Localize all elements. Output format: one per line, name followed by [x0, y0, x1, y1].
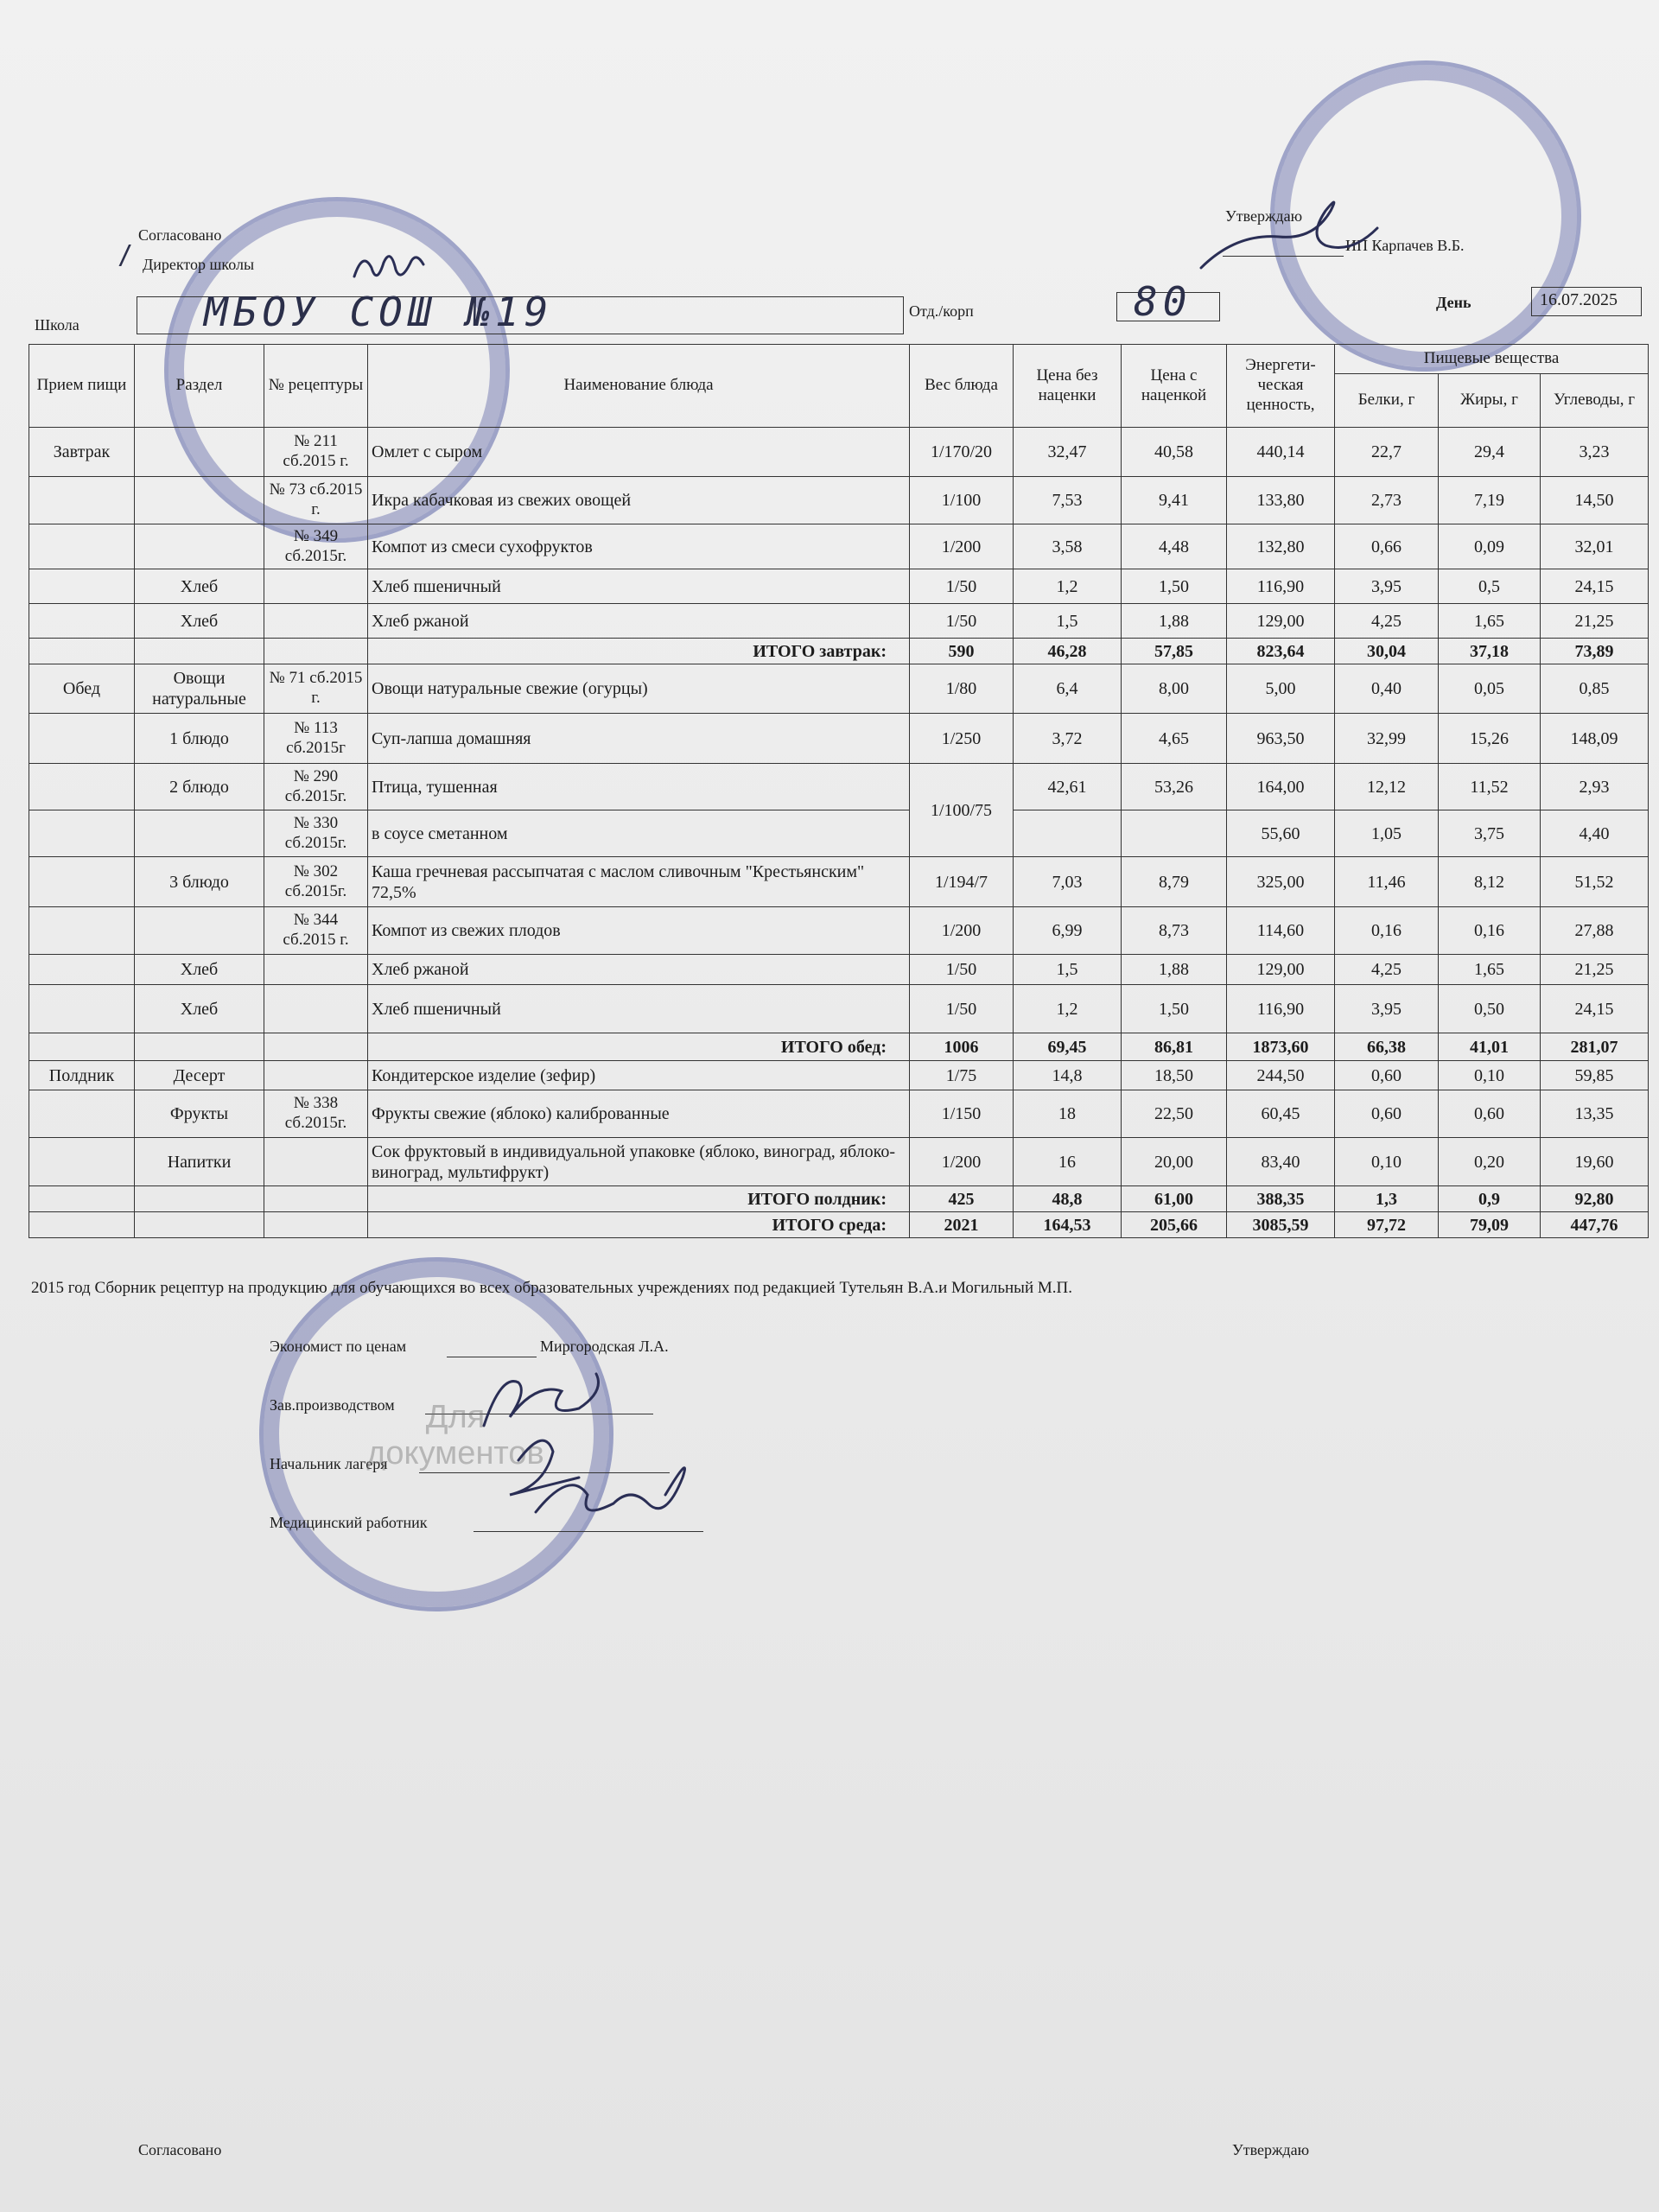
cell-fat: 8,12: [1439, 857, 1541, 907]
cell-fat: 29,4: [1439, 428, 1541, 477]
cell-protein: 0,66: [1335, 524, 1439, 569]
cell-price-no: 6,4: [1014, 664, 1122, 714]
cell-protein: 12,12: [1335, 764, 1439, 810]
cell-price-with: 4,48: [1122, 524, 1227, 569]
cell-price-with: [1122, 810, 1227, 857]
cell-meal: [29, 604, 135, 639]
cell-weight: 1/200: [910, 524, 1014, 569]
menu-table: [29, 344, 1649, 1238]
cell-protein: 1,05: [1335, 810, 1439, 857]
cell-section: [135, 810, 264, 857]
table-row: [29, 955, 1649, 985]
cell-recipe: [264, 569, 368, 604]
cell-meal: Обед: [29, 664, 135, 714]
cell-protein: 2,73: [1335, 477, 1439, 524]
cell-dish: Омлет с сыром: [368, 428, 910, 477]
economist-name: Миргородская Л.А.: [540, 1338, 669, 1355]
cell-price-no: 6,99: [1014, 907, 1122, 955]
cell-price-with: 86,81: [1122, 1033, 1227, 1061]
cell-protein: 0,16: [1335, 907, 1439, 955]
col-meal: Прием пищи: [29, 345, 135, 428]
cell-energy: 3085,59: [1227, 1212, 1335, 1238]
cell-energy: 60,45: [1227, 1090, 1335, 1138]
economist-label: Экономист по ценам: [270, 1338, 407, 1355]
cell-energy: 129,00: [1227, 604, 1335, 639]
table-row: [29, 664, 1649, 714]
cell-price-with: 8,73: [1122, 907, 1227, 955]
cell-price-with: 8,00: [1122, 664, 1227, 714]
cell-energy: 440,14: [1227, 428, 1335, 477]
cell-empty: [135, 1186, 264, 1212]
cell-energy: 132,80: [1227, 524, 1335, 569]
cell-dish: Кондитерское изделие (зефир): [368, 1061, 910, 1090]
cell-price-with: 1,50: [1122, 569, 1227, 604]
cell-energy: 963,50: [1227, 714, 1335, 764]
cell-fat: 41,01: [1439, 1033, 1541, 1061]
cell-carbs: 51,52: [1541, 857, 1649, 907]
cell-dish: Суп-лапша домашняя: [368, 714, 910, 764]
cell-dish: Каша гречневая рассыпчатая с маслом сливочным "Крестьянским" 72,5%: [368, 857, 910, 907]
cell-weight: 590: [910, 639, 1014, 664]
cell-price-with: 9,41: [1122, 477, 1227, 524]
cell-fat: 3,75: [1439, 810, 1541, 857]
cell-empty: [29, 639, 135, 664]
cell-protein: 0,40: [1335, 664, 1439, 714]
cell-weight: 1/200: [910, 907, 1014, 955]
cell-section: [135, 524, 264, 569]
cell-meal: [29, 714, 135, 764]
day-label: День: [1436, 294, 1471, 311]
school-value: МБОУ СОШ №19: [204, 289, 554, 335]
cell-meal: [29, 764, 135, 810]
table-row: [29, 477, 1649, 524]
cell-fat: 15,26: [1439, 714, 1541, 764]
cell-carbs: 21,25: [1541, 604, 1649, 639]
cell-weight: 1/50: [910, 955, 1014, 985]
cell-price-with: 1,50: [1122, 985, 1227, 1033]
cell-protein: 0,60: [1335, 1061, 1439, 1090]
cell-dish: Икра кабачковая из свежих овощей: [368, 477, 910, 524]
cell-empty: [29, 1212, 135, 1238]
cell-price-no: 42,61: [1014, 764, 1122, 810]
cell-weight: 1/80: [910, 664, 1014, 714]
cell-protein: 1,3: [1335, 1186, 1439, 1212]
cell-energy: 83,40: [1227, 1138, 1335, 1186]
school-label: Школа: [35, 316, 79, 334]
cell-section: Хлеб: [135, 569, 264, 604]
cell-meal: [29, 1090, 135, 1138]
cell-meal: [29, 1138, 135, 1186]
cell-weight: 1/50: [910, 604, 1014, 639]
cell-empty: [135, 1033, 264, 1061]
cell-section: [135, 428, 264, 477]
cell-energy: 129,00: [1227, 955, 1335, 985]
cell-price-with: 40,58: [1122, 428, 1227, 477]
cell-section: 2 блюдо: [135, 764, 264, 810]
cell-recipe: [264, 604, 368, 639]
cell-meal: Завтрак: [29, 428, 135, 477]
medic-label: Медицинский работник: [270, 1514, 428, 1531]
cell-fat: 0,09: [1439, 524, 1541, 569]
cell-empty: [264, 1186, 368, 1212]
total-label: ИТОГО обед:: [368, 1033, 910, 1061]
agreed-label: Согласовано: [138, 226, 222, 244]
col-price-no: Цена без наценки: [1014, 345, 1122, 428]
camp-line: [419, 1472, 670, 1473]
cell-recipe: № 113 сб.2015г: [264, 714, 368, 764]
cell-protein: 22,7: [1335, 428, 1439, 477]
cell-weight: 1/194/7: [910, 857, 1014, 907]
col-carbs: Углеводы, г: [1541, 374, 1649, 428]
cell-protein: 0,60: [1335, 1090, 1439, 1138]
cell-fat: 11,52: [1439, 764, 1541, 810]
cell-price-with: 205,66: [1122, 1212, 1227, 1238]
cell-dish: Хлеб пшеничный: [368, 569, 910, 604]
cell-price-with: 61,00: [1122, 1186, 1227, 1212]
cell-empty: [29, 1033, 135, 1061]
table-row: [29, 428, 1649, 477]
table-row: [29, 764, 1649, 810]
table-row: [29, 1061, 1649, 1090]
footer-agreed: Согласовано: [138, 2141, 222, 2158]
cell-carbs: 24,15: [1541, 569, 1649, 604]
table-row: [29, 604, 1649, 639]
cell-fat: 0,60: [1439, 1090, 1541, 1138]
cell-price-no: [1014, 810, 1122, 857]
cell-carbs: 92,80: [1541, 1186, 1649, 1212]
watermark: Для документов: [366, 1399, 544, 1471]
cell-carbs: 27,88: [1541, 907, 1649, 955]
cell-empty: [264, 1212, 368, 1238]
cell-weight: 1/200: [910, 1138, 1014, 1186]
cell-fat: 0,5: [1439, 569, 1541, 604]
cell-weight: 1/50: [910, 569, 1014, 604]
dept-label: Отд./корп: [909, 302, 974, 320]
cell-price-no: 69,45: [1014, 1033, 1122, 1061]
cell-energy: 388,35: [1227, 1186, 1335, 1212]
cell-energy: 823,64: [1227, 639, 1335, 664]
cell-section: Напитки: [135, 1138, 264, 1186]
cell-dish: Сок фруктовый в индивидуальной упаковке (яблоко, виноград, яблоко-виноград, мультифрукт): [368, 1138, 910, 1186]
cell-section: Десерт: [135, 1061, 264, 1090]
cell-energy: 164,00: [1227, 764, 1335, 810]
cell-section: Овощи натуральные: [135, 664, 264, 714]
col-fat: Жиры, г: [1439, 374, 1541, 428]
total-label: ИТОГО полдник:: [368, 1186, 910, 1212]
cell-energy: 5,00: [1227, 664, 1335, 714]
cell-price-no: 7,03: [1014, 857, 1122, 907]
cell-carbs: 3,23: [1541, 428, 1649, 477]
cell-price-no: 7,53: [1014, 477, 1122, 524]
cell-carbs: 32,01: [1541, 524, 1649, 569]
cell-section: 3 блюдо: [135, 857, 264, 907]
cell-carbs: 59,85: [1541, 1061, 1649, 1090]
cell-weight: 1/250: [910, 714, 1014, 764]
cell-protein: 3,95: [1335, 985, 1439, 1033]
cell-fat: 7,19: [1439, 477, 1541, 524]
cell-energy: 1873,60: [1227, 1033, 1335, 1061]
cell-price-with: 1,88: [1122, 604, 1227, 639]
col-price-with: Цена с наценкой: [1122, 345, 1227, 428]
cell-empty: [264, 1033, 368, 1061]
cell-fat: 1,65: [1439, 955, 1541, 985]
cell-carbs: 19,60: [1541, 1138, 1649, 1186]
cell-empty: [135, 1212, 264, 1238]
cell-recipe: № 349 сб.2015г.: [264, 524, 368, 569]
total-row: [29, 1033, 1649, 1061]
table-row: [29, 1138, 1649, 1186]
cell-protein: 11,46: [1335, 857, 1439, 907]
date-value: 16.07.2025: [1540, 290, 1618, 309]
cell-energy: 325,00: [1227, 857, 1335, 907]
cell-carbs: 447,76: [1541, 1212, 1649, 1238]
col-section: Раздел: [135, 345, 264, 428]
cell-meal: [29, 955, 135, 985]
cell-fat: 37,18: [1439, 639, 1541, 664]
total-row: [29, 639, 1649, 664]
table-row: [29, 569, 1649, 604]
cell-protein: 4,25: [1335, 604, 1439, 639]
cell-recipe: № 71 сб.2015 г.: [264, 664, 368, 714]
cell-recipe: № 338 сб.2015г.: [264, 1090, 368, 1138]
cell-price-with: 53,26: [1122, 764, 1227, 810]
cell-meal: [29, 907, 135, 955]
cell-dish: Овощи натуральные свежие (огурцы): [368, 664, 910, 714]
col-weight: Вес блюда: [910, 345, 1014, 428]
cell-section: [135, 477, 264, 524]
cell-price-no: 32,47: [1014, 428, 1122, 477]
cell-price-no: 164,53: [1014, 1212, 1122, 1238]
cell-price-no: 16: [1014, 1138, 1122, 1186]
cell-price-no: 46,28: [1014, 639, 1122, 664]
table-row: [29, 714, 1649, 764]
cell-protein: 32,99: [1335, 714, 1439, 764]
cell-carbs: 2,93: [1541, 764, 1649, 810]
table-row: [29, 857, 1649, 907]
cell-dish: Хлеб ржаной: [368, 604, 910, 639]
cell-meal: [29, 985, 135, 1033]
cell-protein: 97,72: [1335, 1212, 1439, 1238]
cell-weight: 1/170/20: [910, 428, 1014, 477]
cell-fat: 0,05: [1439, 664, 1541, 714]
cell-recipe: № 344 сб.2015 г.: [264, 907, 368, 955]
cell-price-no: 1,2: [1014, 985, 1122, 1033]
medic-line: [474, 1531, 703, 1532]
cell-protein: 66,38: [1335, 1033, 1439, 1061]
cell-dish: в соусе сметанном: [368, 810, 910, 857]
cell-section: Фрукты: [135, 1090, 264, 1138]
cell-carbs: 281,07: [1541, 1033, 1649, 1061]
dept-value: 80: [1134, 278, 1192, 325]
cell-empty: [135, 639, 264, 664]
cell-price-with: 57,85: [1122, 639, 1227, 664]
cell-dish: Компот из смеси сухофруктов: [368, 524, 910, 569]
cell-energy: 116,90: [1227, 985, 1335, 1033]
cell-price-no: 18: [1014, 1090, 1122, 1138]
cell-carbs: 21,25: [1541, 955, 1649, 985]
cell-price-no: 48,8: [1014, 1186, 1122, 1212]
col-recipe: № рецептуры: [264, 345, 368, 428]
cell-meal: [29, 857, 135, 907]
cell-carbs: 0,85: [1541, 664, 1649, 714]
table-row: [29, 810, 1649, 857]
col-protein: Белки, г: [1335, 374, 1439, 428]
cell-recipe: [264, 1061, 368, 1090]
table-row: [29, 985, 1649, 1033]
cell-recipe: № 211 сб.2015 г.: [264, 428, 368, 477]
supplier-signature-line: [1223, 256, 1344, 257]
cell-carbs: 73,89: [1541, 639, 1649, 664]
cell-price-no: 1,5: [1014, 604, 1122, 639]
supplier-name: ИП Карпачев В.Б.: [1345, 237, 1465, 254]
cell-energy: 114,60: [1227, 907, 1335, 955]
cell-dish: Хлеб ржаной: [368, 955, 910, 985]
cell-energy: 55,60: [1227, 810, 1335, 857]
total-label: ИТОГО среда:: [368, 1212, 910, 1238]
cell-energy: 116,90: [1227, 569, 1335, 604]
col-energy: Энергети-ческая ценность,: [1227, 345, 1335, 428]
cell-carbs: 14,50: [1541, 477, 1649, 524]
approve-label: Утверждаю: [1225, 207, 1303, 225]
cell-meal: Полдник: [29, 1061, 135, 1090]
cell-energy: 133,80: [1227, 477, 1335, 524]
cell-protein: 4,25: [1335, 955, 1439, 985]
cell-fat: 0,50: [1439, 985, 1541, 1033]
cell-price-with: 4,65: [1122, 714, 1227, 764]
cell-section: 1 блюдо: [135, 714, 264, 764]
cell-dish: Птица, тушенная: [368, 764, 910, 810]
camp-label: Начальник лагеря: [270, 1455, 388, 1472]
total-row: [29, 1212, 1649, 1238]
cell-protein: 3,95: [1335, 569, 1439, 604]
cell-protein: 0,10: [1335, 1138, 1439, 1186]
cell-price-with: 18,50: [1122, 1061, 1227, 1090]
cell-price-no: 3,72: [1014, 714, 1122, 764]
cell-recipe: № 73 сб.2015 г.: [264, 477, 368, 524]
cell-weight: 1/100: [910, 477, 1014, 524]
cell-dish: Хлеб пшеничный: [368, 985, 910, 1033]
cell-carbs: 13,35: [1541, 1090, 1649, 1138]
cell-section: [135, 907, 264, 955]
cell-fat: 0,16: [1439, 907, 1541, 955]
cell-section: Хлеб: [135, 985, 264, 1033]
cell-weight: 2021: [910, 1212, 1014, 1238]
production-label: Зав.производством: [270, 1396, 395, 1414]
footer-approve: Утверждаю: [1232, 2141, 1310, 2158]
cell-meal: [29, 810, 135, 857]
cell-dish: Фрукты свежие (яблоко) калиброванные: [368, 1090, 910, 1138]
cell-weight: 1/75: [910, 1061, 1014, 1090]
cell-fat: 0,10: [1439, 1061, 1541, 1090]
cell-weight: 1/50: [910, 985, 1014, 1033]
col-nutrients: Пищевые вещества: [1335, 345, 1649, 374]
cell-recipe: № 302 сб.2015г.: [264, 857, 368, 907]
cell-weight: 1006: [910, 1033, 1014, 1061]
cell-fat: 79,09: [1439, 1212, 1541, 1238]
cell-fat: 0,20: [1439, 1138, 1541, 1186]
cell-recipe: [264, 1138, 368, 1186]
footnote: 2015 год Сборник рецептур на продукцию для обучающихся во всех образовательных учреждениях под редакцией Тутельян В.А.и Могильный М.П.: [31, 1279, 1072, 1297]
cell-carbs: 4,40: [1541, 810, 1649, 857]
cell-carbs: 24,15: [1541, 985, 1649, 1033]
cell-meal: [29, 477, 135, 524]
cell-weight: 1/150: [910, 1090, 1014, 1138]
cell-price-no: 1,5: [1014, 955, 1122, 985]
cell-price-no: 3,58: [1014, 524, 1122, 569]
table-row: [29, 524, 1649, 569]
cell-recipe: № 330 сб.2015г.: [264, 810, 368, 857]
cell-empty: [29, 1186, 135, 1212]
cell-weight: 1/100/75: [910, 764, 1014, 857]
director-label: Директор школы: [143, 256, 255, 273]
cell-recipe: [264, 985, 368, 1033]
cell-section: Хлеб: [135, 604, 264, 639]
total-label: ИТОГО завтрак:: [368, 639, 910, 664]
cell-price-with: 20,00: [1122, 1138, 1227, 1186]
cell-fat: 0,9: [1439, 1186, 1541, 1212]
cell-price-no: 1,2: [1014, 569, 1122, 604]
cell-recipe: [264, 955, 368, 985]
cell-price-with: 22,50: [1122, 1090, 1227, 1138]
supplier-stamp: [1270, 60, 1581, 372]
cell-carbs: 148,09: [1541, 714, 1649, 764]
cell-protein: 30,04: [1335, 639, 1439, 664]
cell-dish: Компот из свежих плодов: [368, 907, 910, 955]
cell-empty: [264, 639, 368, 664]
cell-price-no: 14,8: [1014, 1061, 1122, 1090]
col-dish: Наименование блюда: [368, 345, 910, 428]
cell-weight: 425: [910, 1186, 1014, 1212]
table-row: [29, 1090, 1649, 1138]
director-signature-mark: /: [118, 240, 134, 270]
cell-meal: [29, 524, 135, 569]
table-row: [29, 907, 1649, 955]
cell-meal: [29, 569, 135, 604]
cell-price-with: 8,79: [1122, 857, 1227, 907]
cell-fat: 1,65: [1439, 604, 1541, 639]
cell-recipe: № 290 сб.2015г.: [264, 764, 368, 810]
cell-section: Хлеб: [135, 955, 264, 985]
total-row: [29, 1186, 1649, 1212]
cell-price-with: 1,88: [1122, 955, 1227, 985]
cell-energy: 244,50: [1227, 1061, 1335, 1090]
